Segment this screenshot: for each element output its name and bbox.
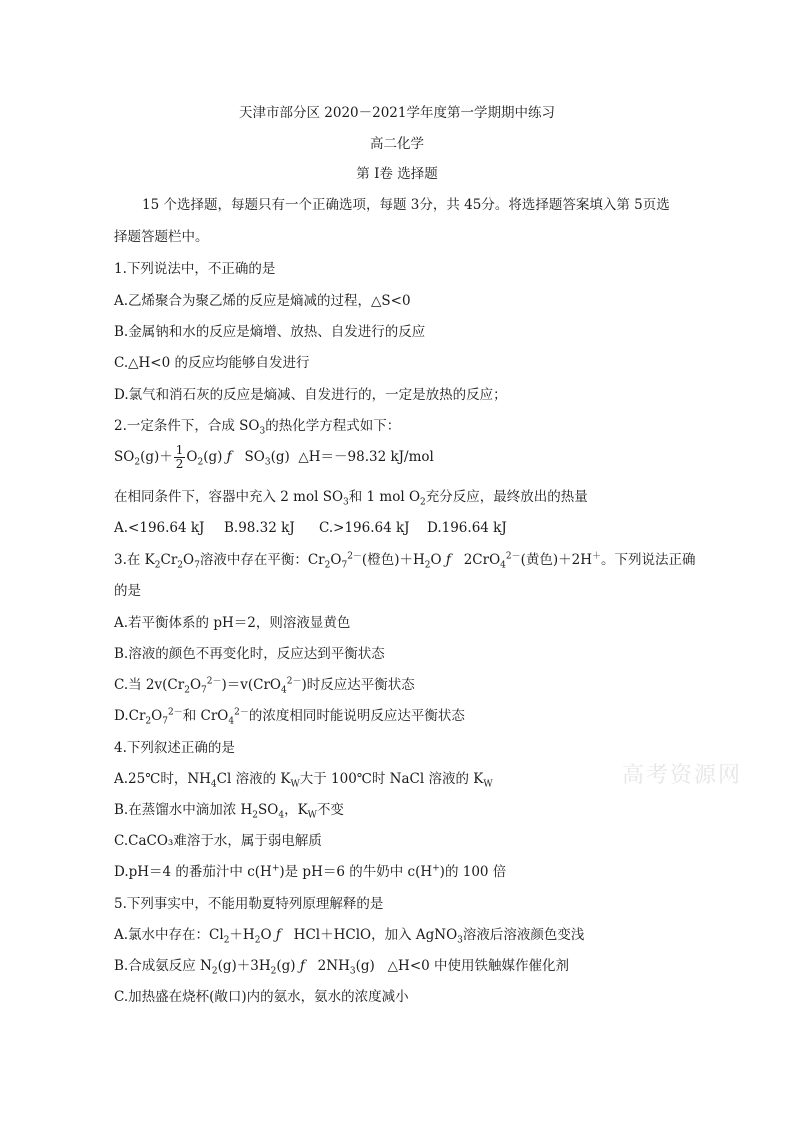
q4-option-c: C.CaCO₃难溶于水，属于弱电解质: [114, 833, 322, 849]
q4-option-a: A.25℃时，$NH_4Cl$ 溶液的 $K_W$大于 100℃时 NaCl 溶液的 $K_W$: [114, 771, 493, 790]
q5-option-b: B.合成氨反应 $N_2(g)+3H_2(g)$ ƒ $2NH_3(g)$ △H<0 中使用铁触媒作催化剂: [114, 958, 570, 977]
section-title: 第 I卷 选择题: [356, 166, 438, 182]
subject-title: 高二化学: [370, 136, 424, 152]
q4-option-d: D.pH＝4 的番茄汁中 c(H+)是 pH＝6 的牛奶中 c(H+)的 100 倍: [114, 863, 507, 880]
q5-stem: 5.下列事实中，不能用勒夏特列原理解释的是: [114, 896, 384, 912]
q1-option-c: C.△H<0 的反应均能够自发进行: [114, 355, 310, 371]
instructions-line-1: 15 个选择题，每题只有一个正确选项，每题 3分，共 45分。将选择题答案填入第 5页选: [142, 197, 670, 213]
q3-option-c: C.当 $2v(Cr_2O_7^{2-})=v(CrO_4^{2-})$时反应达平衡状态: [114, 676, 415, 696]
q2-option-b: B.98.32 kJ: [224, 520, 295, 536]
watermark: 高考资源网: [622, 763, 743, 788]
q1-option-b: B.金属钠和水的反应是熵增、放热、自发进行的反应: [114, 324, 426, 340]
q2-stem: 2.一定条件下，合成 $SO_3$的热化学方程式如下：: [114, 418, 401, 437]
q2-option-c: C.>196.64 kJ: [319, 520, 410, 536]
q2-equation: $SO_2(g)+$ $\frac{1}{2}$ $O_2(g)$ ƒ $SO_3(g)$ △H＝－98.32 kJ/mol: [114, 443, 434, 471]
exam-title: 天津市部分区 2020－2021学年度第一学期期中练习: [238, 105, 555, 121]
q2-options: [114, 519, 507, 537]
q4-option-b: B.在蒸馏水中滴加浓 $H_2SO_4$，$K_W$不变: [114, 802, 344, 821]
q3-option-a: A.若平衡体系的 pH＝2，则溶液显黄色: [114, 615, 351, 631]
q2-option-d: D.196.64 kJ: [427, 520, 507, 536]
q1-stem: 1.下列说法中，不正确的是: [114, 261, 276, 277]
q5-option-a: A.氯水中存在：$Cl_2+H_2O$ ƒ HCl＋HClO，加入 AgNO$_3$溶液后溶液颜色变浅: [114, 927, 585, 946]
q1-option-d: D.氯气和消石灰的反应是熵减、自发进行的，一定是放热的反应；: [114, 387, 507, 403]
q5-option-c: C.加热盛在烧杯(敞口)内的氨水，氨水的浓度减小: [114, 989, 409, 1005]
q1-option-a: A.乙烯聚合为聚乙烯的反应是熵减的过程，△S<0: [114, 293, 411, 309]
q3-option-d: $D.Cr_2O_7^{2-}$和 CrO$_4^{2-}$的浓度相同时能说明反应达平衡状态: [114, 707, 465, 727]
q2-option-a: A.<196.64 kJ: [114, 520, 205, 536]
q4-stem: 4.下列叙述正确的是: [114, 740, 235, 756]
q3-stem: 3.在 $K_2Cr_2O_7$溶液中存在平衡：$Cr_2O_7^{2-}$(橙色)$+H_2O$ ƒ 2CrO$_4^{2-}$(黄色)＋2H＋。下列说法正确: [114, 551, 696, 571]
one-half-fraction: $\frac{1}{2}$: [175, 443, 184, 471]
q2-condition: 在相同条件下，容器中充入 2 mol $SO_3$和 1 mol $O_2$充分反应，最终放出的热量: [114, 489, 588, 508]
q3-option-b: B.溶液的颜色不再变化时，反应达到平衡状态: [114, 646, 385, 662]
q3-stem-continued: 的是: [114, 583, 141, 599]
instructions-line-2: 择题答题栏中。: [114, 229, 209, 245]
